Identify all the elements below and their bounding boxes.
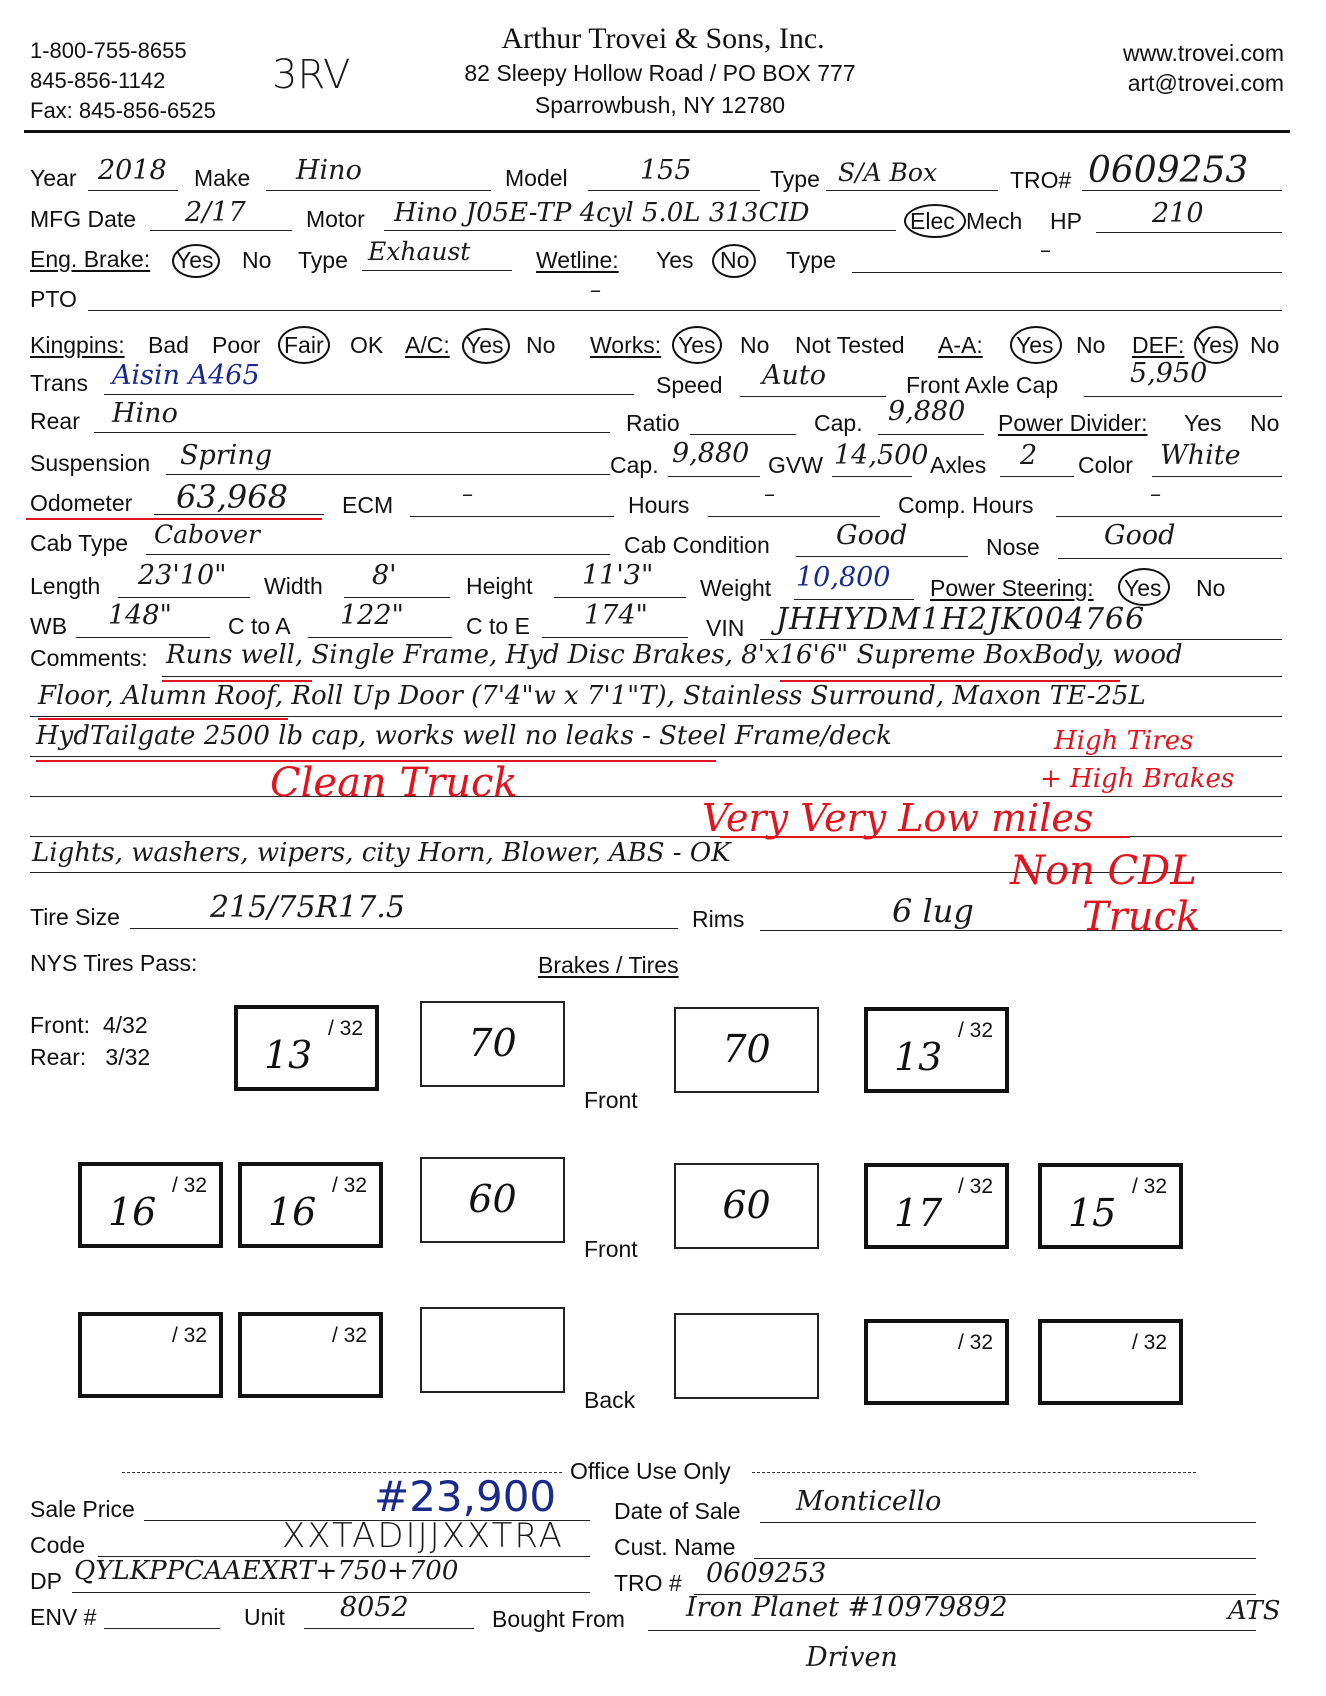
- pto-value: –: [590, 278, 601, 303]
- email: art@trovei.com: [1127, 70, 1284, 96]
- motor-label: Motor: [306, 206, 365, 232]
- comment-line-2: [30, 716, 1282, 717]
- company-address-2: Sparrowbush, NY 12780: [534, 92, 786, 118]
- color-value: White: [1160, 440, 1241, 471]
- eng-brake-type-line: [362, 270, 512, 271]
- eng-brake-no: No: [242, 247, 272, 273]
- model-label: Model: [505, 165, 568, 191]
- trans-label: Trans: [30, 370, 88, 396]
- rims-label: Rims: [692, 906, 745, 932]
- nys-rear-spec: Rear: 3/32: [30, 1044, 151, 1070]
- tire-tread-value: 17: [894, 1191, 943, 1235]
- front-axle-cap-label: Front Axle Cap: [906, 372, 1059, 398]
- ratio-label: Ratio: [626, 410, 680, 436]
- nys-tires-pass-label: NYS Tires Pass:: [30, 950, 198, 976]
- brake-value: 60: [468, 1177, 517, 1221]
- comment-line-3: [30, 756, 1282, 757]
- front-label-row2: Front: [584, 1236, 638, 1262]
- office-dash-right: [752, 1472, 1196, 1473]
- cab-type-value: Cabover: [154, 520, 260, 549]
- wetline-type-value: –: [1040, 238, 1051, 263]
- hours-value: –: [764, 482, 775, 507]
- comment-text-1: Runs well, Single Frame, Hyd Disc Brakes, 8'x16'6" Supreme BoxBody, wood: [166, 640, 1183, 670]
- suspension-cap-line: [668, 476, 760, 477]
- hp-line: [1096, 232, 1282, 233]
- weight-line: [794, 599, 914, 600]
- phone-tollfree: 1-800-755-8655: [30, 38, 187, 63]
- vin-value: JHHYDM1H2JK004766: [776, 602, 1146, 637]
- unit-line: [304, 1628, 474, 1629]
- comment-red-underline-3: [38, 718, 288, 720]
- suspension-label: Suspension: [30, 450, 151, 476]
- make-label: Make: [194, 165, 251, 191]
- vin-label: VIN: [706, 615, 745, 641]
- wetline-label: Wetline:: [536, 247, 619, 273]
- kingpins-ok: OK: [350, 332, 384, 358]
- brake-value: 70: [468, 1021, 517, 1065]
- cab-type-label: Cab Type: [30, 530, 129, 556]
- c-to-e-line: [542, 637, 688, 638]
- nose-value: Good: [1104, 520, 1176, 551]
- tire-tread-value: 16: [268, 1190, 317, 1234]
- motor-value: Hino J05E-TP 4cyl 5.0L 313CID: [394, 198, 810, 228]
- ratio-line: [690, 434, 796, 435]
- ecm-value: –: [462, 482, 473, 507]
- cab-type-line: [146, 554, 610, 555]
- elec-option: Elec: [910, 208, 955, 234]
- power-steering-no: No: [1196, 575, 1226, 601]
- per32-label: / 32: [171, 1174, 207, 1197]
- brake-box-front-right: [674, 1007, 819, 1093]
- ac-no: No: [526, 332, 556, 358]
- brake-box-mid-right: [674, 1163, 819, 1249]
- brakes-tires-heading: Brakes / Tires: [538, 952, 679, 978]
- speed-label: Speed: [656, 372, 723, 398]
- def-yes: Yes: [1196, 332, 1234, 358]
- eng-brake-label: Eng. Brake:: [30, 246, 151, 272]
- tro2-value: 0609253: [706, 1558, 827, 1589]
- fax-number: Fax: 845-856-6525: [30, 98, 216, 123]
- weight-label: Weight: [700, 575, 772, 601]
- tire-size-value: 215/75R17.5: [210, 890, 405, 925]
- suspension-line: [166, 474, 610, 475]
- tire-box-front-left-outer: [234, 1005, 379, 1091]
- rear-cap-label: Cap.: [814, 410, 863, 436]
- power-divider-label: Power Divider:: [998, 410, 1148, 436]
- driven-note: Driven: [806, 1642, 898, 1673]
- c-to-e-value: 174": [584, 600, 648, 631]
- tire-box-mid-left-outer: [78, 1162, 223, 1248]
- comment-lights: Lights, washers, wipers, city Horn, Blower, ABS - OK: [32, 838, 731, 868]
- tro-label: TRO#: [1010, 167, 1072, 193]
- brake-box-front-left: [420, 1001, 565, 1087]
- per32-label: / 32: [331, 1174, 367, 1197]
- front-axle-cap-value: 5,950: [1130, 358, 1208, 389]
- ecm-label: ECM: [342, 492, 394, 518]
- eng-brake-type-label: Type: [298, 247, 348, 273]
- tire-tread-value: 13: [264, 1033, 313, 1077]
- width-line: [344, 597, 450, 598]
- tire-tread-value: 13: [894, 1035, 943, 1079]
- axles-label: Axles: [930, 452, 987, 478]
- per32-label: / 32: [957, 1331, 993, 1354]
- per32-label: / 32: [957, 1175, 993, 1198]
- pto-line: [88, 310, 1282, 311]
- wetline-type-label: Type: [786, 247, 836, 273]
- tire-box-mid-right-outer: [1038, 1163, 1183, 1249]
- red-note-high-tires: High Tires: [1054, 726, 1194, 756]
- speed-line: [740, 396, 886, 397]
- cust-name-label: Cust. Name: [614, 1534, 736, 1560]
- front-axle-cap-line: [1084, 396, 1282, 397]
- kingpins-bad: Bad: [148, 332, 189, 358]
- year-label: Year: [30, 165, 77, 191]
- per32-label: / 32: [1131, 1331, 1167, 1354]
- cab-condition-label: Cab Condition: [624, 532, 770, 558]
- gvw-line: [832, 476, 912, 477]
- code-value: XXTADIJJXXTRA: [282, 1516, 564, 1556]
- weight-value: 10,800: [796, 562, 891, 593]
- speed-value: Auto: [762, 360, 826, 391]
- length-label: Length: [30, 573, 101, 599]
- tire-size-line: [130, 928, 678, 929]
- rear-label: Rear: [30, 408, 80, 434]
- brake-value: 60: [722, 1183, 771, 1227]
- tire-tread-value: 15: [1068, 1191, 1117, 1235]
- hp-label: HP: [1050, 208, 1082, 234]
- def-label: DEF:: [1132, 332, 1185, 358]
- axles-line: [1000, 476, 1074, 477]
- tire-box-mid-right-inner: [864, 1163, 1009, 1249]
- per32-label: / 32: [171, 1324, 207, 1347]
- width-label: Width: [264, 573, 323, 599]
- kingpins-label: Kingpins:: [30, 332, 125, 358]
- height-line: [554, 597, 686, 598]
- red-note-low-miles-underline: [720, 836, 1130, 838]
- works-not-tested: Not Tested: [795, 332, 905, 358]
- works-no: No: [740, 332, 770, 358]
- env-line: [104, 1628, 220, 1629]
- wb-value: 148": [108, 600, 172, 631]
- c-to-a-value: 122": [340, 600, 404, 631]
- tire-box-mid-left-inner: [238, 1162, 383, 1248]
- length-line: [118, 597, 250, 598]
- brake-value: 70: [722, 1027, 771, 1071]
- power-divider-yes: Yes: [1184, 410, 1222, 436]
- power-steering-yes: Yes: [1124, 575, 1162, 601]
- bought-from-line: [648, 1630, 1256, 1631]
- width-value: 8': [372, 560, 397, 591]
- brake-box-mid-left: [420, 1157, 565, 1243]
- ats-value: ATS: [1228, 1596, 1281, 1626]
- comp-hours-value: –: [1150, 482, 1161, 507]
- wetline-type-line: [852, 272, 1282, 273]
- def-no: No: [1250, 332, 1280, 358]
- company-address-1: 82 Sleepy Hollow Road / PO BOX 777: [464, 60, 856, 86]
- bought-from-value: Iron Planet #10979892: [686, 1592, 1008, 1623]
- red-note-truck: Truck: [1082, 894, 1201, 940]
- hp-value: 210: [1152, 198, 1204, 229]
- front-label-row1: Front: [584, 1087, 638, 1113]
- red-note-high-brakes: + High Brakes: [1040, 764, 1235, 794]
- ecm-line: [410, 516, 614, 517]
- unit-value: 8052: [340, 1592, 409, 1623]
- tire-box-front-right-outer: [864, 1007, 1009, 1093]
- height-value: 11'3": [582, 560, 654, 591]
- sale-price-label: Sale Price: [30, 1496, 135, 1522]
- tire-tread-value: 16: [108, 1190, 157, 1234]
- red-note-non-cdl: Non CDL: [1010, 848, 1197, 894]
- nose-label: Nose: [986, 534, 1040, 560]
- tire-size-label: Tire Size: [30, 904, 120, 930]
- env-label: ENV #: [30, 1604, 97, 1630]
- mfg-date-value: 2/17: [185, 197, 246, 228]
- stamp-code: 3RV: [272, 52, 351, 98]
- company-name: Arthur Trovei & Sons, Inc.: [501, 22, 825, 55]
- mfg-date-label: MFG Date: [30, 206, 137, 232]
- aa-yes: Yes: [1016, 332, 1054, 358]
- kingpins-fair: Fair: [284, 332, 324, 358]
- works-yes: Yes: [678, 332, 716, 358]
- back-label: Back: [584, 1387, 636, 1413]
- motor-line: [384, 230, 896, 231]
- mech-option: Mech: [966, 208, 1023, 234]
- dp-line: [72, 1592, 590, 1593]
- wetline-no: No: [720, 247, 750, 273]
- tire-box-rear-left-inner: [238, 1312, 383, 1398]
- rear-cap-line: [878, 434, 984, 435]
- comment-line-4: [30, 796, 1282, 797]
- comment-text-3: HydTailgate 2500 lb cap, works well no leaks - Steel Frame/deck: [36, 721, 892, 751]
- rims-value: 6 lug: [892, 892, 974, 930]
- unit-label: Unit: [244, 1604, 285, 1630]
- cab-condition-line: [796, 556, 968, 557]
- per32-label: / 32: [957, 1019, 993, 1042]
- works-label: Works:: [590, 332, 662, 358]
- code-label: Code: [30, 1532, 85, 1558]
- rims-line: [760, 930, 1282, 931]
- tro2-label: TRO #: [614, 1570, 682, 1596]
- c-to-e-label: C to E: [466, 613, 530, 639]
- dp-label: DP: [30, 1568, 62, 1594]
- date-of-sale-value: Monticello: [796, 1486, 942, 1517]
- comment-text-2: Floor, Alumn Roof, Roll Up Door (7'4"w x 7'1"T), Stainless Surround, Maxon TE-25L: [38, 681, 1146, 711]
- odometer-value: 63,968: [176, 478, 288, 516]
- color-line: [1152, 476, 1282, 477]
- brake-box-rear-right: [674, 1313, 819, 1399]
- red-note-clean-truck: Clean Truck: [270, 760, 518, 806]
- cab-condition-value: Good: [836, 520, 908, 551]
- gvw-label: GVW: [768, 452, 823, 478]
- rear-value: Hino: [112, 398, 178, 429]
- mfg-date-line: [150, 230, 292, 231]
- red-note-low-miles: Very Very Low miles: [702, 796, 1094, 840]
- pto-label: PTO: [30, 286, 77, 312]
- year-value: 2018: [98, 155, 167, 186]
- sale-price-value: #23,900: [374, 1472, 557, 1521]
- model-value: 155: [640, 155, 692, 186]
- date-of-sale-line: [760, 1522, 1256, 1523]
- year-line: [88, 190, 178, 191]
- date-of-sale-label: Date of Sale: [614, 1498, 741, 1524]
- model-line: [588, 190, 760, 191]
- office-use-only-heading: Office Use Only: [570, 1458, 731, 1484]
- aa-no: No: [1076, 332, 1106, 358]
- rear-line: [94, 432, 610, 433]
- power-divider-no: No: [1250, 410, 1280, 436]
- wb-label: WB: [30, 613, 68, 639]
- suspension-value: Spring: [180, 440, 272, 471]
- color-label: Color: [1078, 452, 1133, 478]
- suspension-cap-value: 9,880: [672, 438, 750, 469]
- phone-local: 845-856-1142: [30, 68, 166, 93]
- bought-from-label: Bought From: [492, 1606, 625, 1632]
- eng-brake-yes: Yes: [176, 247, 214, 273]
- type-line: [826, 190, 998, 191]
- comp-hours-line: [1056, 516, 1282, 517]
- hours-line: [708, 516, 880, 517]
- c-to-a-line: [308, 637, 452, 638]
- website: www.trovei.com: [1122, 40, 1284, 66]
- tire-box-rear-left-outer: [78, 1312, 223, 1398]
- dp-value: QYLKPPCAAEXRT+750+700: [74, 1556, 459, 1586]
- header-divider: [24, 130, 1290, 133]
- comments-label: Comments:: [30, 645, 148, 671]
- height-label: Height: [466, 573, 533, 599]
- type-label: Type: [770, 166, 820, 192]
- tire-box-rear-right-inner: [864, 1319, 1009, 1405]
- make-line: [266, 190, 491, 191]
- eng-brake-type-value: Exhaust: [368, 237, 471, 266]
- ac-yes: Yes: [466, 332, 504, 358]
- make-value: Hino: [296, 155, 362, 186]
- comment-line-1: [162, 676, 1282, 677]
- ac-label: A/C:: [405, 332, 450, 358]
- type-value: S/A Box: [838, 158, 938, 187]
- trans-line: [104, 394, 634, 395]
- length-value: 23'10": [138, 560, 227, 591]
- suspension-cap-label: Cap.: [610, 452, 659, 478]
- axles-value: 2: [1020, 440, 1038, 471]
- odometer-label: Odometer: [30, 490, 133, 516]
- nose-line: [1058, 558, 1282, 559]
- brake-box-rear-left: [420, 1307, 565, 1393]
- per32-label: / 32: [331, 1324, 367, 1347]
- wetline-yes: Yes: [656, 247, 694, 273]
- per32-label: / 32: [327, 1017, 363, 1040]
- hours-label: Hours: [628, 492, 690, 518]
- gvw-value: 14,500: [834, 440, 929, 471]
- comp-hours-label: Comp. Hours: [898, 492, 1034, 518]
- tire-box-rear-right-outer: [1038, 1319, 1183, 1405]
- cust-name-line: [754, 1558, 1256, 1559]
- trans-value: Aisin A465: [112, 360, 260, 391]
- per32-label: / 32: [1131, 1175, 1167, 1198]
- wb-line: [76, 637, 210, 638]
- aa-label: A-A:: [938, 332, 983, 358]
- c-to-a-label: C to A: [228, 613, 291, 639]
- nys-front-spec: Front: 4/32: [30, 1012, 148, 1038]
- tro-value: 0609253: [1088, 150, 1249, 191]
- power-steering-label: Power Steering:: [930, 575, 1094, 601]
- rear-cap-value: 9,880: [888, 396, 966, 427]
- kingpins-poor: Poor: [212, 332, 261, 358]
